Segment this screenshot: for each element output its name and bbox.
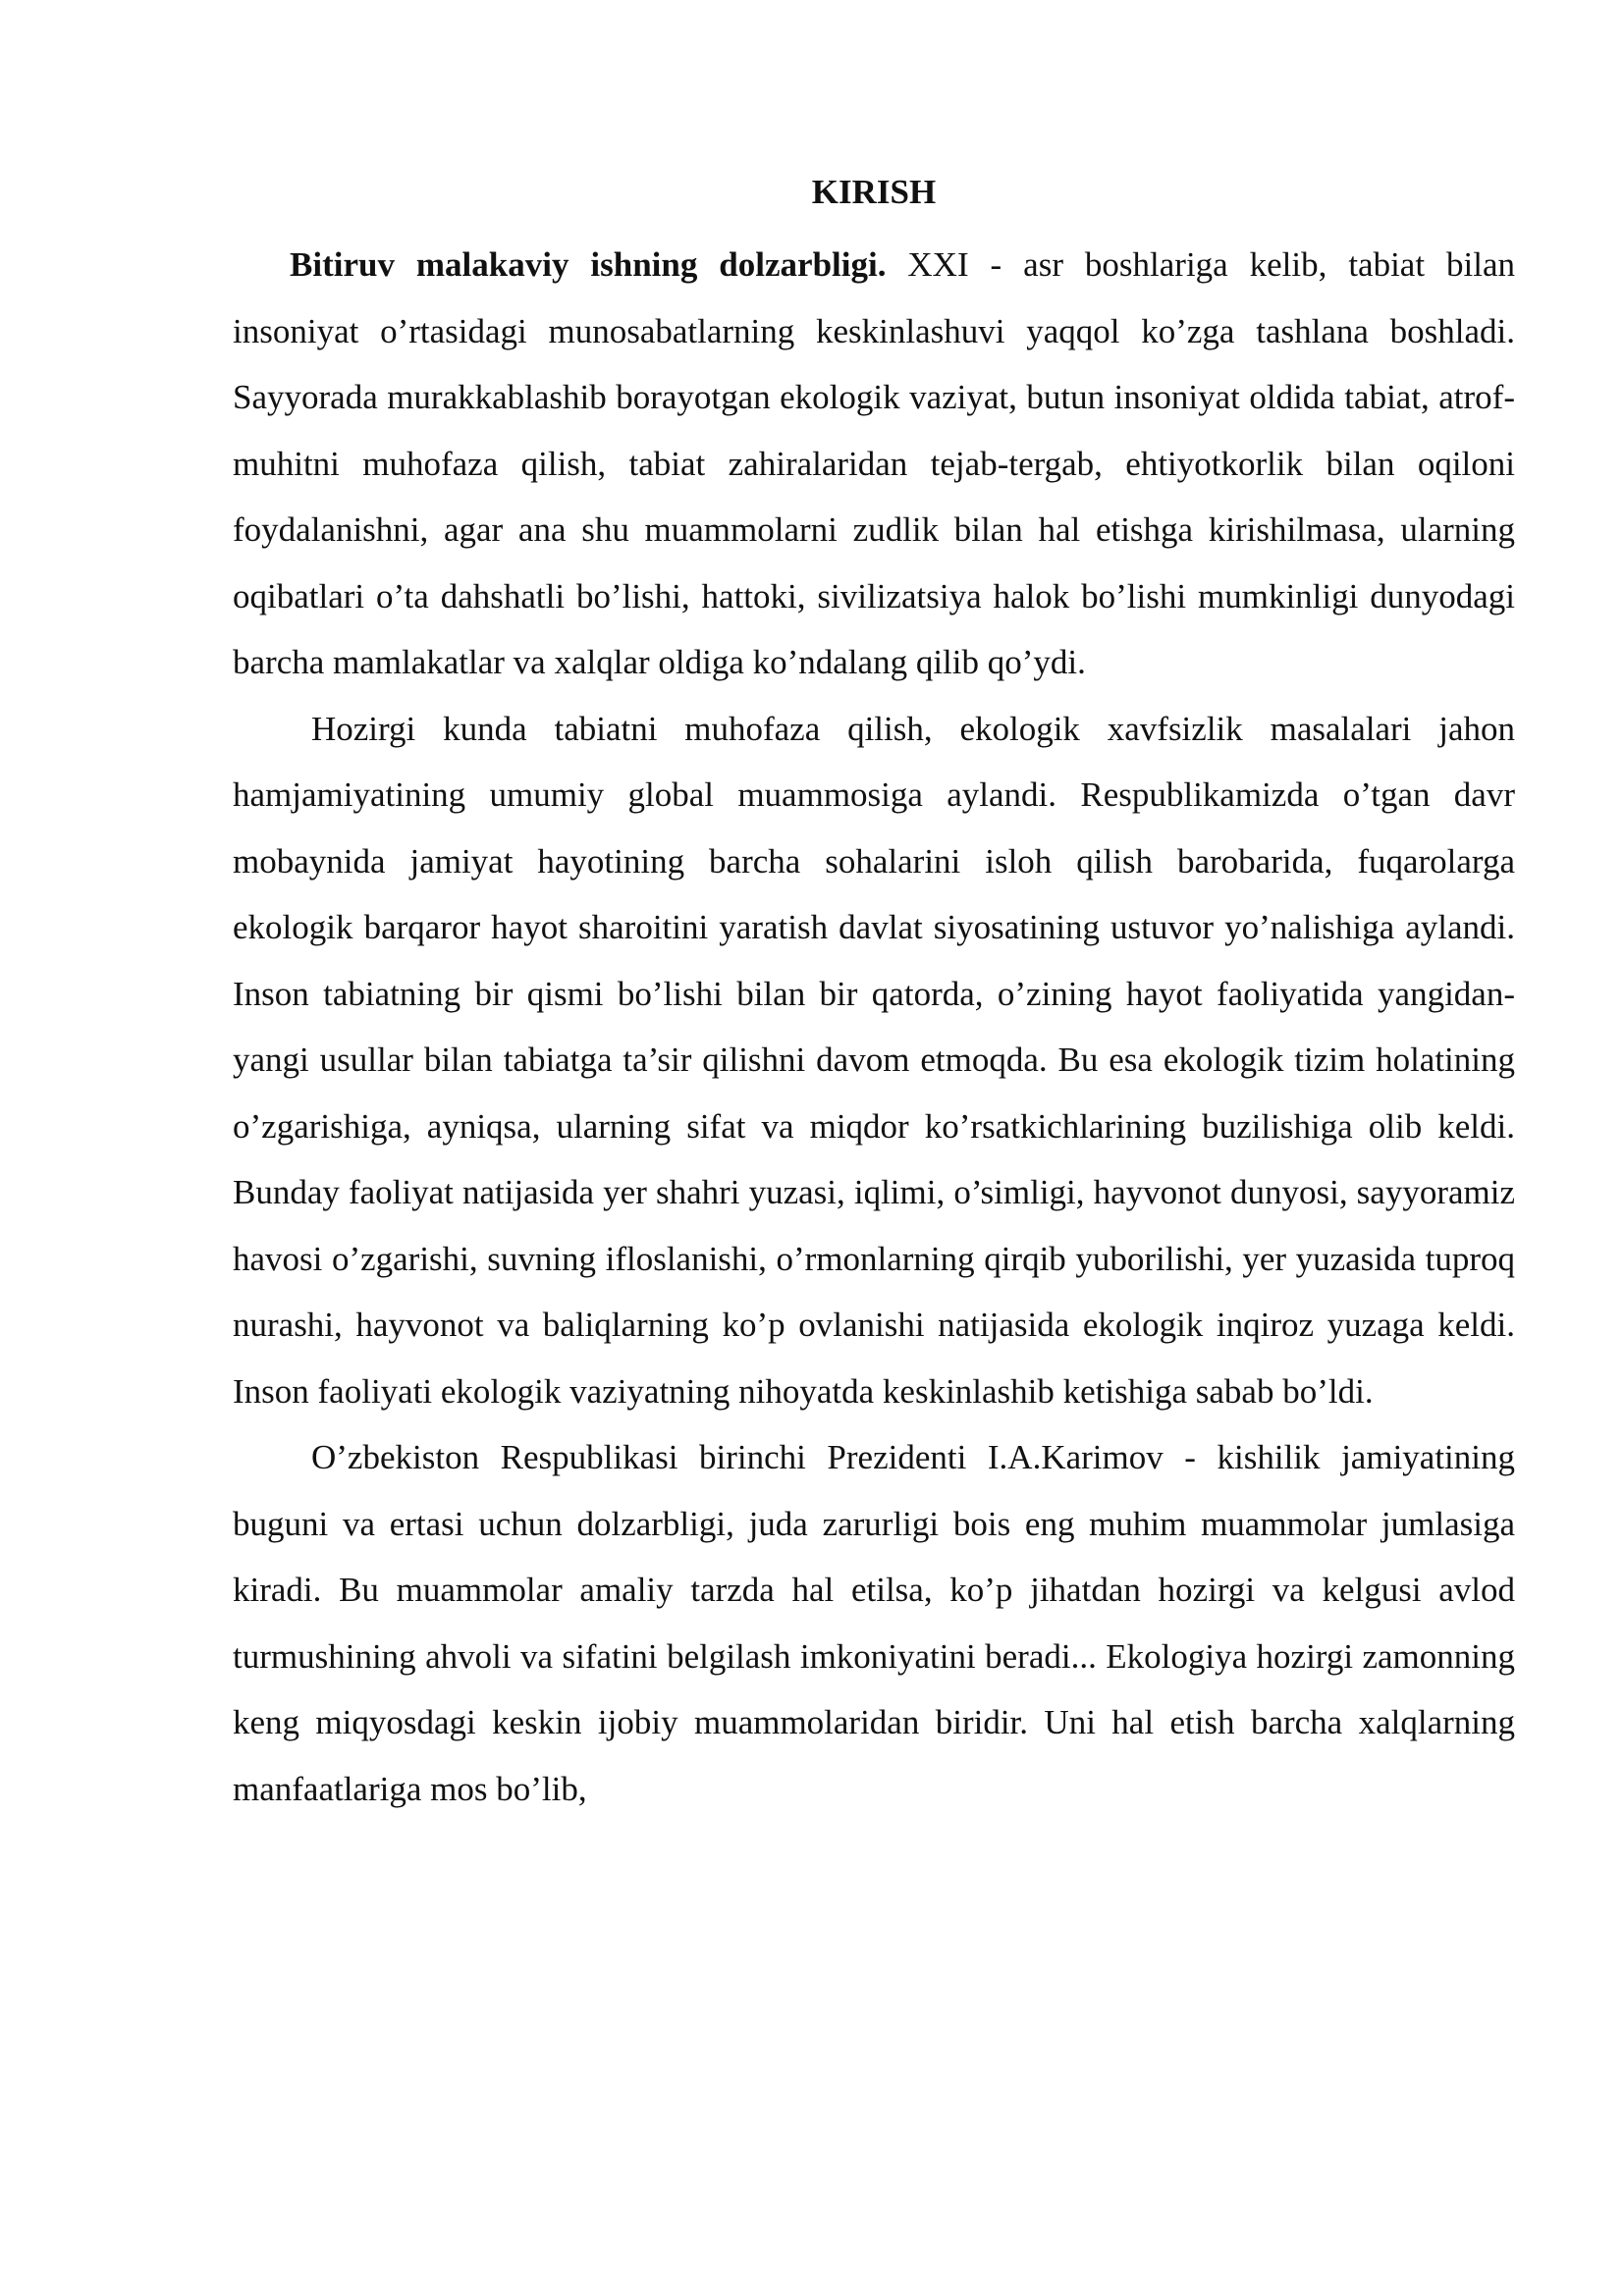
paragraph-lead-heading: Bitiruv malakaviy ishning dolzarbligi. <box>290 245 887 284</box>
paragraph-text: XXI - asr boshlariga kelib, tabiat bilan insoniyat o’rtasidagi munosabatlarning keskinlashuvi yaqqol ko’zga tashlana boshladi. Sayyorada murakkablashib borayotgan ekologik vaziyat, butun insoniyat oldida tabiat, atrof-muhitni muhofaza qilish, tabiat zahiralaridan tejab-tergab, ehtiyotkorlik bilan oqiloni foydalanishni, agar ana shu muammolarni zudlik bilan hal etishga kirishilmasa, ularning oqibatlari o’ta dahshatli bo’lishi, hattoki, sivilizatsiya halok bo’lishi mumkinligi dunyodagi barcha mamlakatlar va xalqlar oldiga ko’ndalang qilib qo’ydi. <box>233 245 1515 681</box>
paragraph-relevance <box>233 232 1515 696</box>
document-page <box>233 167 1515 1822</box>
document-title: KIRISH <box>811 173 937 211</box>
paragraph-ecology-global: Hozirgi kunda tabiatni muhofaza qilish, ekologik xavfsizlik masalalari jahon hamjamiyatining umumiy global muammosiga aylandi. Respublikamizda o’tgan davr mobaynida jamiyat hayotining barcha sohalarini isloh qilish barobarida, fuqarolarga ekologik barqaror hayot sharoitini yaratish davlat siyosatining ustuvor yo’nalishiga aylandi. Inson tabiatning bir qismi bo’lishi bilan bir qatorda, o’zining hayot faoliyatida yangidan-yangi usullar bilan tabiatga ta’sir qilishni davom etmoqda. Bu esa ekologik tizim holatining o’zgarishiga, ayniqsa, ularning sifat va miqdor ko’rsatkichlarining buzilishiga olib keldi. Bunday faoliyat natijasida yer shahri yuzasi, iqlimi, o’simligi, hayvonot dunyosi, sayyoramiz havosi o’zgarishi, suvning ifloslanishi, o’rmonlarning qirqib yuborilishi, yer yuzasida tuproq nurashi, hayvonot va baliqlarning ko’p ovlanishi natijasida ekologik inqiroz yuzaga keldi. Inson faoliyati ekologik vaziyatning nihoyatda keskinlashib ketishiga sabab bo’ldi. <box>233 709 1515 1411</box>
paragraph-karimov: O’zbekiston Respublikasi birinchi Prezidenti I.A.Karimov - kishilik jamiyatining buguni va ertasi uchun dolzarbligi, juda zarurligi bois eng muhim muammolar jumlasiga kiradi. Bu muammolar amaliy tarzda hal etilsa, ko’p jihatdan hozirgi va kelgusi avlod turmushining ahvoli va sifatini belgilash imkoniyatini beradi... Ekologiya hozirgi zamonning keng miqyosdagi keskin ijobiy muammolaridan biridir. Uni hal etish barcha xalqlarning manfaatlariga mos bo’lib, <box>233 1438 1515 1808</box>
